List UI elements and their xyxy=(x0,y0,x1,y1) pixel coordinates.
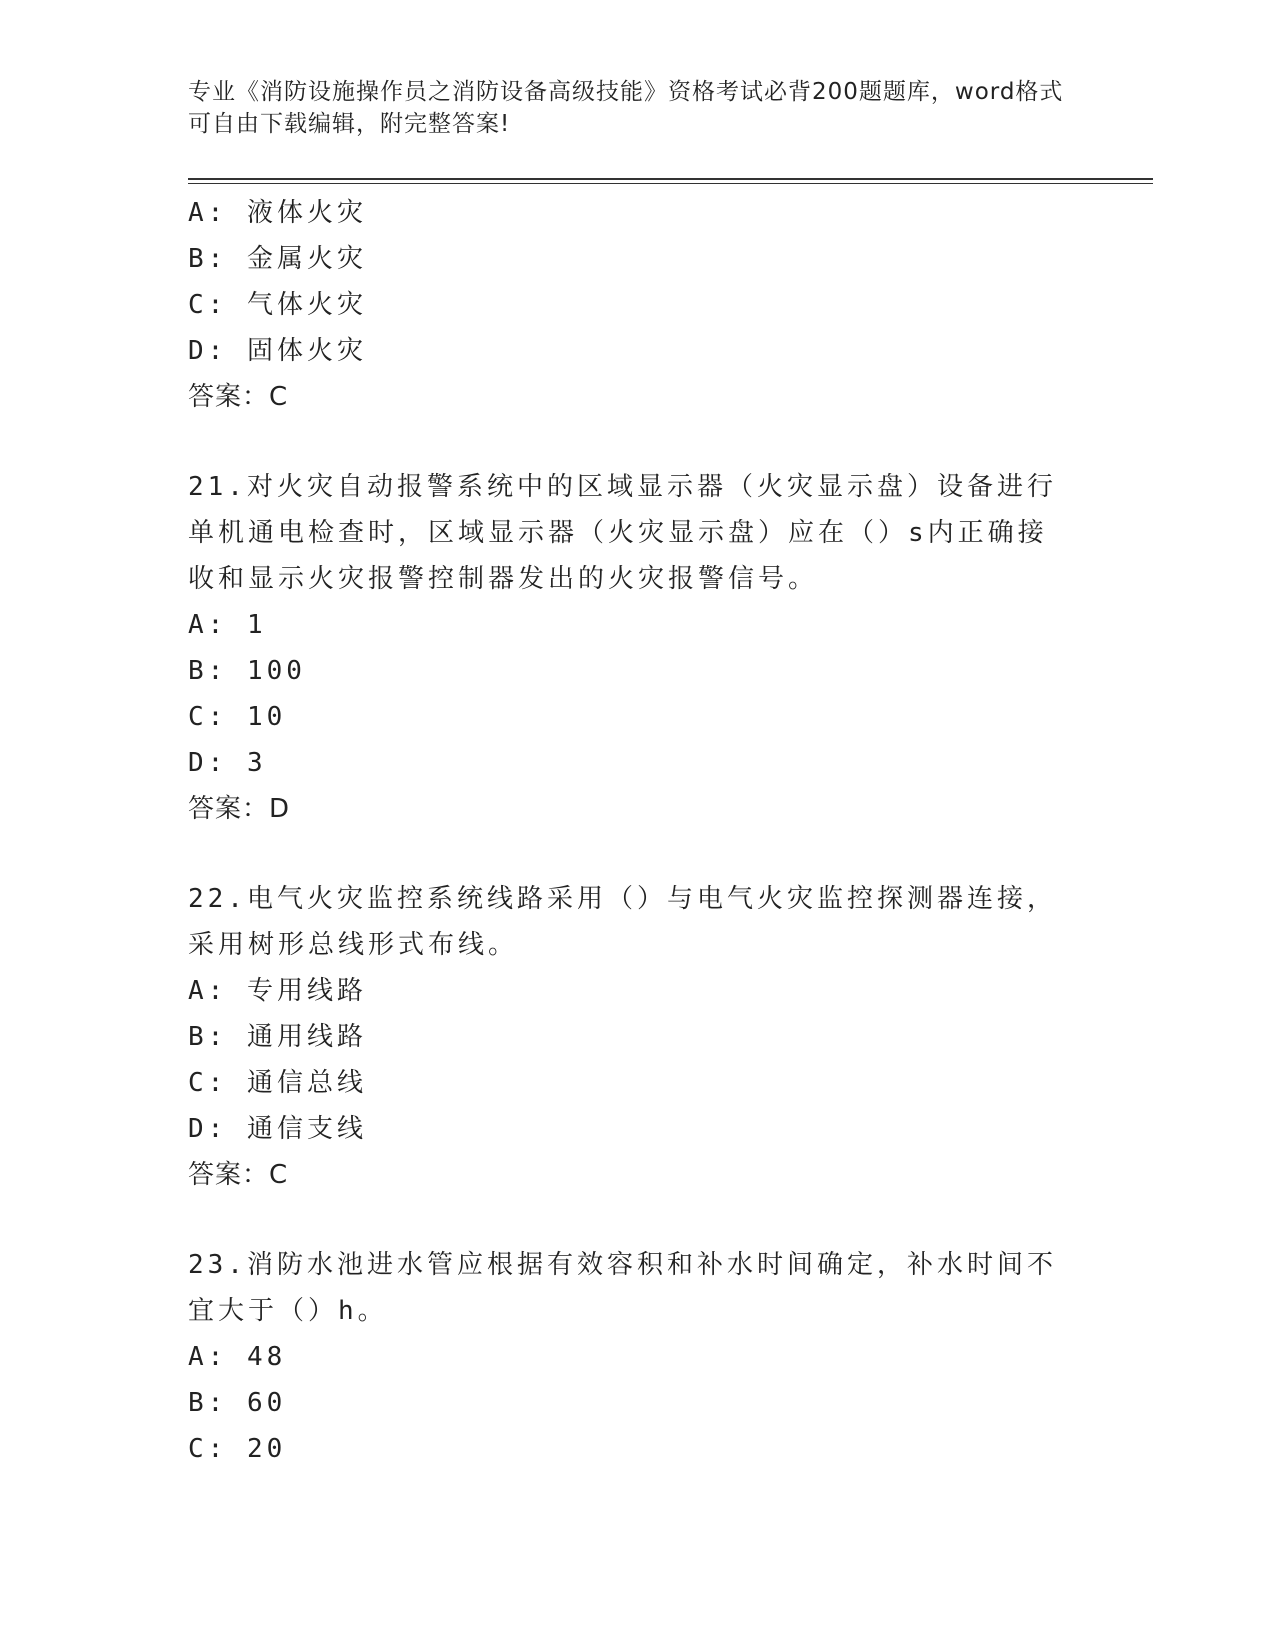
prev-question-options xyxy=(188,190,1088,420)
question-22 xyxy=(188,876,1088,1198)
answer-line: 答案：C xyxy=(188,1160,289,1190)
header-rule-thick xyxy=(188,178,1153,180)
option-a: A: 48 xyxy=(188,1342,287,1372)
option-b: B: 100 xyxy=(188,656,306,686)
question-21 xyxy=(188,464,1088,832)
document-body xyxy=(188,190,1088,1472)
option-d: D: 3 xyxy=(188,748,267,778)
question-text: 22.电气火灾监控系统线路采用（）与电气火灾监控探测器连接，采用树形总线形式布线。 xyxy=(188,884,1057,960)
option-b: B: 60 xyxy=(188,1388,287,1418)
question-text: 21.对火灾自动报警系统中的区域显示器（火灾显示盘）设备进行单机通电检查时，区域显示器（火灾显示盘）应在（）s内正确接收和显示火灾报警控制器发出的火灾报警信号。 xyxy=(188,472,1057,594)
option-c: C: 20 xyxy=(188,1434,287,1464)
option-c: C: 气体火灾 xyxy=(188,290,367,320)
option-a: A: 专用线路 xyxy=(188,976,367,1006)
header-rule-thin xyxy=(188,183,1153,184)
question-23 xyxy=(188,1242,1088,1472)
option-b: B: 通用线路 xyxy=(188,1022,367,1052)
answer-line: 答案：C xyxy=(188,382,289,412)
option-b: B: 金属火灾 xyxy=(188,244,367,274)
answer-line: 答案：D xyxy=(188,794,291,824)
document-header: 专业《消防设施操作员之消防设备高级技能》资格考试必背200题题库，word格式可自由下载编辑，附完整答案! xyxy=(188,79,1064,137)
question-text: 23.消防水池进水管应根据有效容积和补水时间确定，补水时间不宜大于（）h。 xyxy=(188,1250,1057,1326)
option-d: D: 固体火灾 xyxy=(188,336,367,366)
option-c: C: 10 xyxy=(188,702,287,732)
option-a: A: 1 xyxy=(188,610,267,640)
option-d: D: 通信支线 xyxy=(188,1114,367,1144)
option-c: C: 通信总线 xyxy=(188,1068,367,1098)
option-a: A: 液体火灾 xyxy=(188,198,367,228)
